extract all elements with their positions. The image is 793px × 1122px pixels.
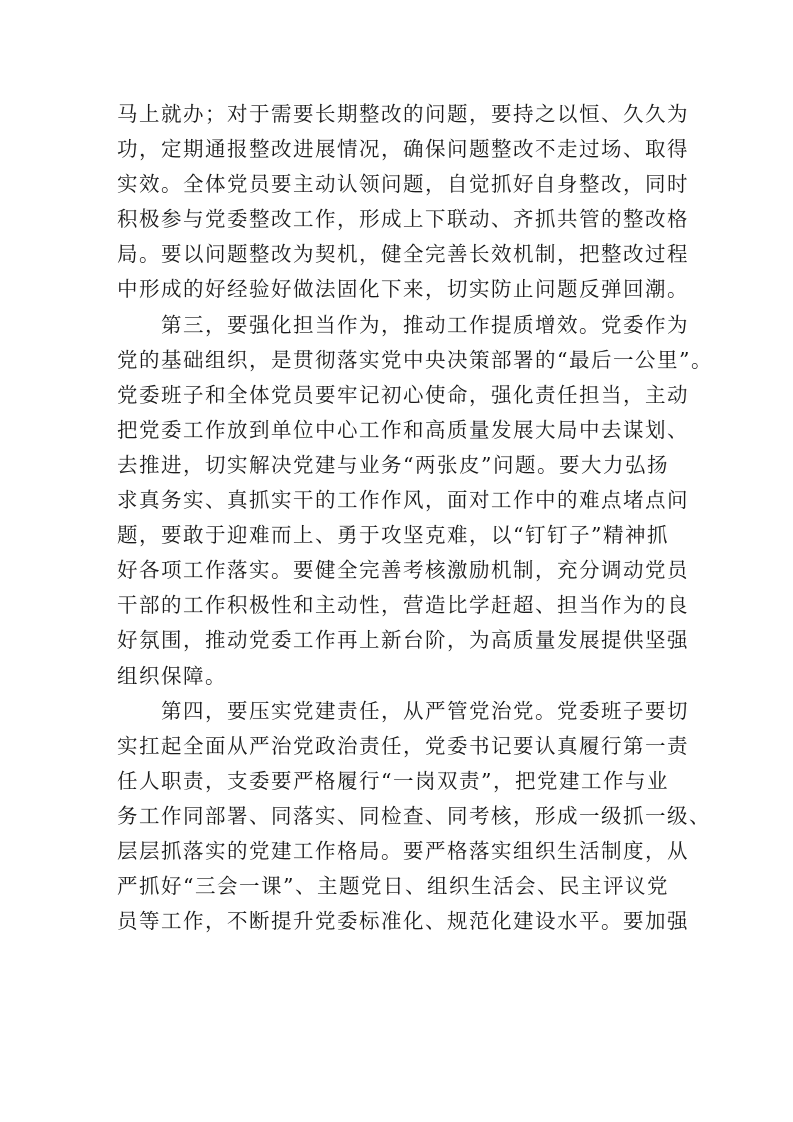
text-line: 功，定期通报整改进展情况，确保问题整改不走过场、取得 (117, 137, 689, 162)
text-line: 务工作同部署、同落实、同检查、同考核，形成一级抓一级、 (117, 803, 711, 828)
text-line: 好氛围，推动党委工作再上新台阶，为高质量发展提供坚强 (117, 628, 689, 653)
text-line: 严抓好“三会一课”、主题党日、组织生活会、民主评议党 (117, 874, 669, 899)
text-line: 好各项工作落实。要健全完善考核激励机制，充分调动党员 (117, 558, 689, 583)
text-line: 题，要敢于迎难而上、勇于攻坚克难，以“钉钉子”精神抓 (117, 523, 669, 548)
text-line: 去推进，切实解决党建与业务“两张皮”问题。要大力弘扬 (117, 452, 669, 477)
text-line: 第四，要压实党建责任，从严管党治党。党委班子要切 (161, 698, 689, 723)
text-line: 局。要以问题整改为契机，健全完善长效机制，把整改过程 (117, 242, 689, 267)
document-body-text (117, 97, 713, 939)
text-line: 任人职责，支委要严格履行“一岗双责”，把党建工作与业 (117, 768, 669, 793)
text-line: 实效。全体党员要主动认领问题，自觉抓好自身整改，同时 (117, 172, 689, 197)
text-line: 组织保障。 (117, 663, 227, 688)
text-line: 干部的工作积极性和主动性，营造比学赶超、担当作为的良 (117, 593, 689, 618)
text-line: 层层抓落实的党建工作格局。要严格落实组织生活制度，从 (117, 838, 689, 863)
text-line: 党的基础组织，是贯彻落实党中央决策部署的“最后一公里”。 (117, 347, 713, 372)
text-line: 马上就办；对于需要长期整改的问题，要持之以恒、久久为 (117, 102, 689, 126)
text-line: 员等工作，不断提升党委标准化、规范化建设水平。要加强 (117, 909, 689, 934)
text-line: 积极参与党委整改工作，形成上下联动、齐抓共管的整改格 (117, 207, 689, 232)
text-line: 求真务实、真抓实干的工作作风，面对工作中的难点堵点问 (117, 488, 689, 513)
text-line: 党委班子和全体党员要牢记初心使命，强化责任担当，主动 (117, 382, 689, 407)
text-line: 中形成的好经验好做法固化下来，切实防止问题反弹回潮。 (117, 277, 689, 302)
text-line: 把党委工作放到单位中心工作和高质量发展大局中去谋划、 (117, 417, 689, 442)
text-line: 第三，要强化担当作为，推动工作提质增效。党委作为 (161, 312, 689, 337)
text-line: 实扛起全面从严治党政治责任，党委书记要认真履行第一责 (117, 733, 689, 758)
